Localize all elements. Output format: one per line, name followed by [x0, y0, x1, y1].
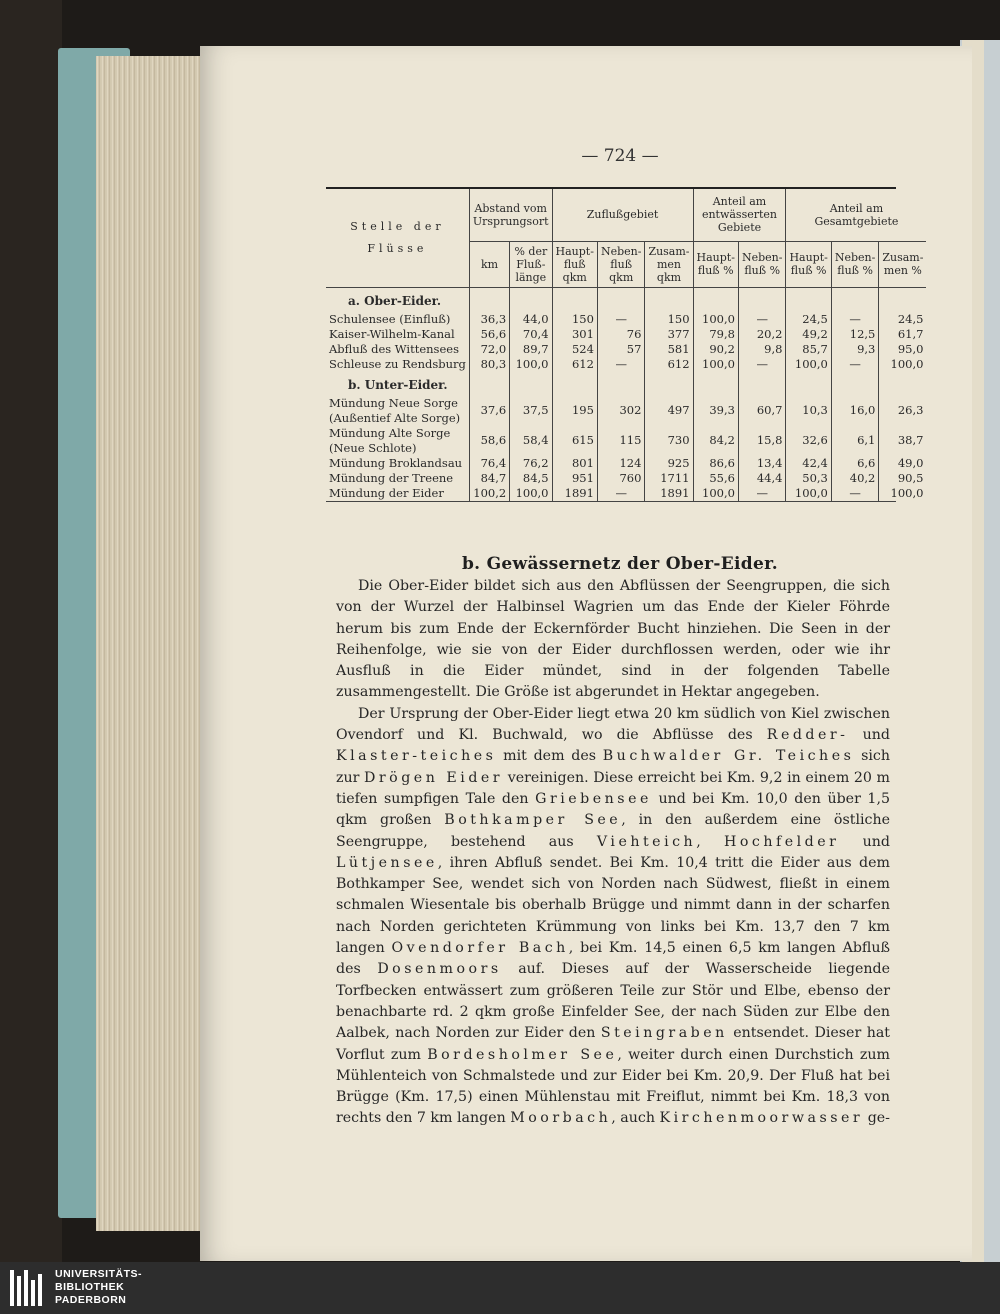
table-cell: 730: [645, 426, 693, 456]
table-cell: 100,0: [510, 357, 552, 372]
table-cell: 56,6: [469, 327, 509, 342]
table-cell: 615: [552, 426, 597, 456]
table-cell: 44,4: [738, 471, 786, 486]
page-number: — 724 —: [581, 146, 659, 166]
table-cell: 16,0: [831, 396, 879, 426]
header-abstand: Abstand vom Ursprungsort: [469, 189, 552, 241]
table-cell: 55,6: [693, 471, 738, 486]
table-rows-a: [326, 312, 926, 372]
table-row: [326, 396, 926, 426]
table-row: [326, 456, 926, 471]
table-cell: 301: [552, 327, 597, 342]
table-cell: 39,3: [693, 396, 738, 426]
table-row: [326, 357, 926, 372]
row-label: Mündung der Treene: [329, 470, 454, 485]
table-cell: 86,6: [693, 456, 738, 471]
section-a-title: a. Ober-Eider.: [348, 293, 442, 308]
table-cell: 100,0: [786, 357, 831, 372]
table-cell: 76,2: [510, 456, 552, 471]
table-cell: 100,2: [469, 486, 509, 501]
table-cell: 377: [645, 327, 693, 342]
table-cell: 84,7: [469, 471, 509, 486]
table-cell: 60,7: [738, 396, 786, 426]
table-cell: 90,2: [693, 342, 738, 357]
table-cell: 84,2: [693, 426, 738, 456]
row-label: Kaiser-Wilhelm-Kanal: [329, 326, 455, 341]
table-cell: 100,0: [693, 486, 738, 501]
background-left: [0, 0, 62, 1262]
table-cell: 951: [552, 471, 597, 486]
table-cell: 612: [552, 357, 597, 372]
table-cell: 760: [597, 471, 645, 486]
table-cell: —: [831, 312, 879, 327]
header-haupt-pct2: Haupt-fluß %: [786, 241, 831, 287]
footer-line-1: UNIVERSITÄTS-: [55, 1268, 143, 1280]
row-label: Mündung Neue Sorge (Außentief Alte Sorge): [329, 395, 461, 425]
table-cell: 37,6: [469, 396, 509, 426]
row-label: Mündung Broklandsau: [329, 455, 463, 470]
table-cell: 72,0: [469, 342, 509, 357]
table-cell: —: [738, 312, 786, 327]
table-cell: 76,4: [469, 456, 509, 471]
table-cell: 49,2: [786, 327, 831, 342]
row-label: Mündung der Eider: [329, 485, 444, 500]
table-cell: 150: [552, 312, 597, 327]
table-cell: 100,0: [879, 486, 927, 501]
table-cell: —: [738, 357, 786, 372]
section-b-title: b. Unter-Eider.: [348, 377, 448, 392]
table-row: [326, 426, 926, 456]
table-cell: 40,2: [831, 471, 879, 486]
section-heading: b. Gewässernetz der Ober-Eider.: [461, 554, 779, 574]
header-zusammen-pct: Zusam-men %: [879, 241, 927, 287]
table-cell: 581: [645, 342, 693, 357]
table-cell: 24,5: [879, 312, 927, 327]
table-cell: 58,6: [469, 426, 509, 456]
table-cell: 9,8: [738, 342, 786, 357]
header-pct-fluss: % der Fluß-länge: [510, 241, 552, 287]
table-cell: 9,3: [831, 342, 879, 357]
table-cell: 1891: [645, 486, 693, 501]
table-cell: 85,7: [786, 342, 831, 357]
header-neben-qkm: Neben-fluß qkm: [597, 241, 645, 287]
table-cell: 12,5: [831, 327, 879, 342]
table-cell: 20,2: [738, 327, 786, 342]
table-cell: 79,8: [693, 327, 738, 342]
paragraph-2: Der Ursprung der Ober-Eider liegt etwa 20 km südlich von Kiel zwischen Ovendorf und Kl. Buchwald, wo die Abflüsse des Redder- und Klaster-teiches mit dem des Buchwalder Gr. Teiches sich zur Drögen Eider vereinigen. Diese erreicht bei Km. 9,2 in einem 20 m tiefen sumpfigen Tale den Griebensee und bei Km. 10,0 den über 1,5 qkm großen Bothkamper See, in den außerdem eine östliche Seengruppe, bestehend aus Viehteich, Hochfelder und Lütjensee, ihren Abfluß sendet. Bei Km. 10,4 tritt die Eider aus dem Bothkamper See, wendet sich von Norden nach Südwest, fließt in einem schmalen Wiesentale bis oberhalb Brügge und nimmt dann in der scharfen nach Norden gerichteten Krümmung von links bei Km. 13,7 den 7 km langen Ovendorfer Bach, bei Km. 14,5 einen 6,5 km langen Abfluß des Dosenmoors auf. Dieses auf der Wasserscheide liegende Torfbecken entwässert zum größeren Teile zur Stör und Elbe, ebenso der benachbarte rd. 2 qkm große Einfelder See, der nach Süden zur Elbe den Aalbek, nach Norden zur Eider den Steingraben entsendet. Dieser hat Vorflut zum Bordesholmer See, weiter durch einen Durchstich zum Mühlenteich von Schmalstede und zur Eider bei Km. 20,9. Der Fluß hat bei Brügge (Km. 17,5) einen Mühlenstau mit Freiflut, nimmt bei Km. 18,3 von rechts den 7 km langen Moorbach, auch Kirchenmoorwasser ge-: [336, 705, 891, 1127]
table-rows-b: [326, 396, 926, 501]
table-cell: 95,0: [879, 342, 927, 357]
table-cell: 6,1: [831, 426, 879, 456]
header-km: km: [469, 241, 509, 287]
table-cell: 100,0: [693, 357, 738, 372]
header-anteil-entw: Anteil am entwässerten Gebiete: [693, 189, 786, 241]
table-cell: 150: [645, 312, 693, 327]
table-row: [326, 471, 926, 486]
table-cell: —: [831, 357, 879, 372]
row-label: Schleuse zu Rendsburg: [329, 356, 466, 371]
table-cell: 1711: [645, 471, 693, 486]
body-text: [336, 576, 890, 1130]
row-label: Mündung Alte Sorge (Neue Schlote): [329, 425, 451, 455]
header-stelle: Stelle der Flüsse: [326, 189, 469, 287]
table-cell: 6,6: [831, 456, 879, 471]
table-cell: 100,0: [786, 486, 831, 501]
table-cell: 84,5: [510, 471, 552, 486]
header-neben-pct: Neben-fluß %: [738, 241, 786, 287]
table-cell: 90,5: [879, 471, 927, 486]
table-cell: 50,3: [786, 471, 831, 486]
library-logo-icon: [10, 1270, 44, 1306]
table-cell: 58,4: [510, 426, 552, 456]
table-cell: 925: [645, 456, 693, 471]
table-cell: —: [831, 486, 879, 501]
table-cell: 100,0: [879, 357, 927, 372]
paragraph-1: Die Ober-Eider bildet sich aus den Abflüssen der Seengruppen, die sich von der Wurzel der Halbinsel Wagrien um das Ende der Kieler Föhrde herum bis zum Ende der Eckernförder Bucht hinziehen. Die Seen in der Reihenfolge, wie sie von der Eider durchflossen werden, oder wie ihr Ausfluß in die Eider mündet, sind in der folgenden Tabelle zusammengestellt. Die Größe ist abgerundet in Hektar angegeben.: [336, 578, 890, 701]
table-cell: 24,5: [786, 312, 831, 327]
header-zusammen-qkm: Zusam-men qkm: [645, 241, 693, 287]
table-cell: 612: [645, 357, 693, 372]
header-neben-pct2: Neben-fluß %: [831, 241, 879, 287]
table-row: [326, 342, 926, 357]
table-cell: 36,3: [469, 312, 509, 327]
table-cell: 13,4: [738, 456, 786, 471]
table-cell: 37,5: [510, 396, 552, 426]
table-row: [326, 312, 926, 327]
footer-line-3: PADERBORN: [55, 1294, 127, 1306]
table-cell: 80,3: [469, 357, 509, 372]
footer-line-2: BIBLIOTHEK: [55, 1281, 125, 1293]
header-haupt-qkm: Haupt-fluß qkm: [552, 241, 597, 287]
table-cell: 1891: [552, 486, 597, 501]
header-haupt-pct: Haupt-fluß %: [693, 241, 738, 287]
table-cell: —: [597, 486, 645, 501]
table-cell: 57: [597, 342, 645, 357]
page-edges: [96, 56, 206, 1231]
table-cell: —: [738, 486, 786, 501]
table-cell: 801: [552, 456, 597, 471]
table-cell: 76: [597, 327, 645, 342]
table-cell: 115: [597, 426, 645, 456]
table-cell: 44,0: [510, 312, 552, 327]
table-cell: 42,4: [786, 456, 831, 471]
table-cell: —: [597, 357, 645, 372]
table-row: [326, 486, 926, 501]
table-cell: 10,3: [786, 396, 831, 426]
header-anteil-gesamt: Anteil am Gesamtgebiete: [786, 189, 927, 241]
table-cell: 124: [597, 456, 645, 471]
table-cell: 38,7: [879, 426, 927, 456]
table-cell: 100,0: [693, 312, 738, 327]
table-cell: —: [597, 312, 645, 327]
table-cell: 70,4: [510, 327, 552, 342]
table-cell: 32,6: [786, 426, 831, 456]
table-cell: 49,0: [879, 456, 927, 471]
header-zufluss: Zuflußgebiet: [552, 189, 693, 241]
table-cell: 195: [552, 396, 597, 426]
table-cell: 26,3: [879, 396, 927, 426]
table-cell: 100,0: [510, 486, 552, 501]
book-page: [200, 46, 972, 1261]
table-cell: 302: [597, 396, 645, 426]
data-table: [326, 187, 924, 502]
table-cell: 15,8: [738, 426, 786, 456]
table-cell: 89,7: [510, 342, 552, 357]
table-cell: 497: [645, 396, 693, 426]
row-label: Schulensee (Einfluß): [329, 311, 451, 326]
table-cell: 61,7: [879, 327, 927, 342]
table-row: [326, 327, 926, 342]
row-label: Abfluß des Wittensees: [329, 341, 459, 356]
table-bottom-rule: [326, 501, 896, 502]
table-cell: 524: [552, 342, 597, 357]
library-footer: [0, 1262, 1000, 1314]
